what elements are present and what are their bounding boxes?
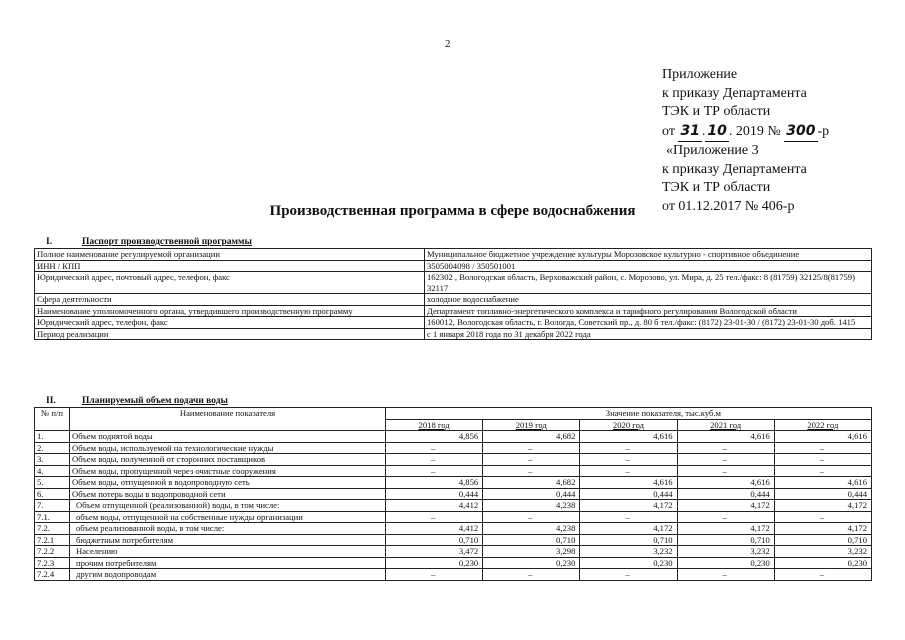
value-cell: 3,232 bbox=[774, 546, 871, 558]
row-number: 7.2.3 bbox=[35, 557, 70, 569]
approval-line: Приложение bbox=[662, 67, 738, 82]
section-number: I. bbox=[46, 237, 53, 247]
value-cell: – bbox=[677, 511, 774, 523]
passport-row bbox=[35, 272, 872, 294]
table-row bbox=[35, 557, 872, 569]
value-cell: 0,230 bbox=[774, 557, 871, 569]
value-cell: – bbox=[483, 442, 580, 454]
value-cell: – bbox=[774, 569, 871, 581]
table-row bbox=[35, 465, 872, 477]
approval-date-prefix: от bbox=[662, 124, 675, 140]
year-header: 2020 год bbox=[580, 419, 677, 431]
value-cell: 0,444 bbox=[677, 488, 774, 500]
row-name: другим водопроводам bbox=[70, 569, 386, 581]
table-row bbox=[35, 488, 872, 500]
row-number: 6. bbox=[35, 488, 70, 500]
passport-value: 162302 , Вологодская область, Верховажский район, с. Морозово, ул. Мира, д. 25 тел./факс: 8 (81759) 32125/8(81759) 32117 bbox=[425, 272, 872, 294]
value-cell: – bbox=[774, 454, 871, 466]
row-name: объем реализованной воды, в том числе: bbox=[70, 523, 386, 535]
value-cell: 4,172 bbox=[677, 500, 774, 512]
passport-value: 3505004098 / 350501001 bbox=[425, 260, 872, 272]
value-cell: – bbox=[677, 454, 774, 466]
value-cell: 4,238 bbox=[483, 500, 580, 512]
section-number: II. bbox=[46, 396, 56, 406]
value-cell: 0,230 bbox=[386, 557, 483, 569]
value-cell: – bbox=[774, 511, 871, 523]
value-cell: 4,616 bbox=[774, 477, 871, 489]
handwritten-number: 300 bbox=[784, 122, 817, 142]
table-row bbox=[35, 454, 872, 466]
value-cell: 3,232 bbox=[580, 546, 677, 558]
passport-row bbox=[35, 305, 872, 317]
approval-line: к приказу Департамента bbox=[662, 85, 807, 101]
row-name: Объем поднятой воды bbox=[70, 431, 386, 443]
value-cell: – bbox=[386, 511, 483, 523]
value-cell: – bbox=[386, 454, 483, 466]
value-cell: 4,856 bbox=[386, 431, 483, 443]
value-cell: 0,230 bbox=[580, 557, 677, 569]
passport-value: 160012, Вологодская область, г. Вологда, Советский пр., д. 80 б тел./факс: (8172) 23-01-30 / (8172) 23-01-30 доб. 1415 bbox=[425, 317, 872, 329]
row-name: Объем воды, используемой на технологические нужды bbox=[70, 442, 386, 454]
value-cell: 4,616 bbox=[580, 477, 677, 489]
value-cell: 4,616 bbox=[677, 477, 774, 489]
handwritten-month: 10 bbox=[705, 122, 728, 142]
value-cell: 0,444 bbox=[483, 488, 580, 500]
table-row bbox=[35, 500, 872, 512]
value-cell: – bbox=[483, 569, 580, 581]
value-cell: – bbox=[677, 442, 774, 454]
value-cell: 4,172 bbox=[580, 523, 677, 535]
approval-line: ТЭК и ТР области bbox=[662, 104, 771, 120]
table-row bbox=[35, 546, 872, 558]
row-number: 3. bbox=[35, 454, 70, 466]
passport-label: Полное наименование регулируемой организации bbox=[35, 249, 425, 261]
table-row bbox=[35, 442, 872, 454]
passport-label: Юридический адрес, почтовый адрес, телефон, факс bbox=[35, 272, 425, 294]
table-row bbox=[35, 477, 872, 489]
passport-value: Департамент топливно-энергетического комплекса и тарифного регулирования Вологодской области bbox=[425, 305, 872, 317]
passport-row bbox=[35, 260, 872, 272]
row-number: 7.1. bbox=[35, 511, 70, 523]
section-title: Паспорт производственной программы bbox=[82, 237, 252, 247]
row-name: Объем потерь воды в водопроводной сети bbox=[70, 488, 386, 500]
value-cell: 0,444 bbox=[774, 488, 871, 500]
passport-label: Наименование уполномоченного органа, утвердившего производственную программу bbox=[35, 305, 425, 317]
passport-table bbox=[34, 248, 872, 340]
row-name: Объем воды, отпущенной в водопроводную сеть bbox=[70, 477, 386, 489]
value-cell: 4,172 bbox=[677, 523, 774, 535]
value-cell: – bbox=[774, 465, 871, 477]
value-cell: 4,412 bbox=[386, 523, 483, 535]
row-name: Объем воды, полученной от сторонних поставщиков bbox=[70, 454, 386, 466]
value-cell: 0,710 bbox=[580, 534, 677, 546]
passport-label: ИНН / КПП bbox=[35, 260, 425, 272]
passport-label: Период реализации bbox=[35, 328, 425, 340]
passport-row bbox=[35, 328, 872, 340]
value-cell: 0,230 bbox=[483, 557, 580, 569]
value-cell: 3,472 bbox=[386, 546, 483, 558]
section2-heading bbox=[46, 396, 228, 406]
col-header-num: № п/п bbox=[35, 408, 70, 431]
passport-row bbox=[35, 317, 872, 329]
value-cell: 0,710 bbox=[386, 534, 483, 546]
value-cell: – bbox=[386, 465, 483, 477]
year-header: 2022 год bbox=[774, 419, 871, 431]
value-cell: 0,230 bbox=[677, 557, 774, 569]
value-cell: – bbox=[580, 442, 677, 454]
col-header-name: Наименование показателя bbox=[70, 408, 386, 431]
row-number: 7.2.2 bbox=[35, 546, 70, 558]
approval-suffix: -р bbox=[817, 124, 830, 140]
approval-stamp bbox=[662, 66, 829, 217]
value-cell: 0,710 bbox=[774, 534, 871, 546]
page-number: 2 bbox=[445, 38, 451, 50]
value-cell: – bbox=[677, 569, 774, 581]
value-cell: 3,298 bbox=[483, 546, 580, 558]
row-number: 1. bbox=[35, 431, 70, 443]
table-row bbox=[35, 534, 872, 546]
year-header: 2021 год bbox=[677, 419, 774, 431]
row-number: 7.2. bbox=[35, 523, 70, 535]
passport-label: Юридический адрес, телефон, факс bbox=[35, 317, 425, 329]
row-name: объем воды, отпущенной на собственные нужды организации bbox=[70, 511, 386, 523]
value-cell: 4,616 bbox=[677, 431, 774, 443]
row-number: 2. bbox=[35, 442, 70, 454]
handwritten-day: 31 bbox=[678, 122, 701, 142]
value-cell: – bbox=[580, 569, 677, 581]
section-title: Планируемый объем подачи воды bbox=[82, 396, 228, 406]
water-volume-table bbox=[34, 407, 872, 581]
value-cell: – bbox=[580, 465, 677, 477]
value-cell: – bbox=[677, 465, 774, 477]
passport-value: холодное водоснабжение bbox=[425, 294, 872, 306]
value-cell: 4,682 bbox=[483, 477, 580, 489]
value-cell: – bbox=[774, 442, 871, 454]
passport-value: Муниципальное бюджетное учреждение культуры Морозовское культурно - спортивное объединение bbox=[425, 249, 872, 261]
approval-line: «Приложение 3 bbox=[666, 142, 759, 158]
value-cell: – bbox=[483, 511, 580, 523]
document-title: Производственная программа в сфере водоснабжения bbox=[269, 203, 636, 219]
table-row bbox=[35, 523, 872, 535]
passport-row bbox=[35, 294, 872, 306]
value-cell: 4,616 bbox=[774, 431, 871, 443]
row-number: 5. bbox=[35, 477, 70, 489]
row-number: 7.2.4 bbox=[35, 569, 70, 581]
section1-heading bbox=[46, 237, 252, 247]
value-cell: – bbox=[580, 511, 677, 523]
approval-date-line: от 31 . 10 . 2019 № 300 -р bbox=[662, 122, 829, 142]
row-number: 7.2.1 bbox=[35, 534, 70, 546]
value-cell: – bbox=[483, 454, 580, 466]
passport-row bbox=[35, 249, 872, 261]
row-name: прочим потребителям bbox=[70, 557, 386, 569]
value-cell: 0,710 bbox=[483, 534, 580, 546]
row-number: 4. bbox=[35, 465, 70, 477]
value-cell: 4,238 bbox=[483, 523, 580, 535]
value-cell: 0,444 bbox=[580, 488, 677, 500]
row-number: 7. bbox=[35, 500, 70, 512]
value-cell: 4,682 bbox=[483, 431, 580, 443]
row-name: бюджетным потребителям bbox=[70, 534, 386, 546]
year-header: 2018 год bbox=[386, 419, 483, 431]
table-row bbox=[35, 431, 872, 443]
year-header: 2019 год bbox=[483, 419, 580, 431]
row-name: Объем воды, пропущенной через очистные сооружения bbox=[70, 465, 386, 477]
value-cell: 4,172 bbox=[774, 500, 871, 512]
col-header-value-group: Значение показателя, тыс.куб.м bbox=[386, 408, 872, 420]
value-cell: 4,172 bbox=[580, 500, 677, 512]
approval-line: к приказу Департамента bbox=[662, 161, 807, 177]
value-cell: 4,616 bbox=[580, 431, 677, 443]
passport-value: с 1 января 2018 года по 31 декабря 2022 года bbox=[425, 328, 872, 340]
approval-line: от 01.12.2017 № 406-р bbox=[662, 198, 795, 214]
approval-line: ТЭК и ТР области bbox=[662, 180, 771, 196]
value-cell: 4,412 bbox=[386, 500, 483, 512]
passport-label: Сфера деятельности bbox=[35, 294, 425, 306]
row-name: Населению bbox=[70, 546, 386, 558]
value-cell: 4,856 bbox=[386, 477, 483, 489]
value-cell: – bbox=[386, 569, 483, 581]
table-row bbox=[35, 569, 872, 581]
table-row bbox=[35, 511, 872, 523]
approval-year: . 2019 № bbox=[728, 124, 781, 140]
value-cell: 0,710 bbox=[677, 534, 774, 546]
value-cell: 4,172 bbox=[774, 523, 871, 535]
value-cell: 0,444 bbox=[386, 488, 483, 500]
row-name: Объем отпущенной (реализованной) воды, в том числе: bbox=[70, 500, 386, 512]
value-cell: – bbox=[580, 454, 677, 466]
value-cell: – bbox=[386, 442, 483, 454]
value-cell: – bbox=[483, 465, 580, 477]
value-cell: 3,232 bbox=[677, 546, 774, 558]
